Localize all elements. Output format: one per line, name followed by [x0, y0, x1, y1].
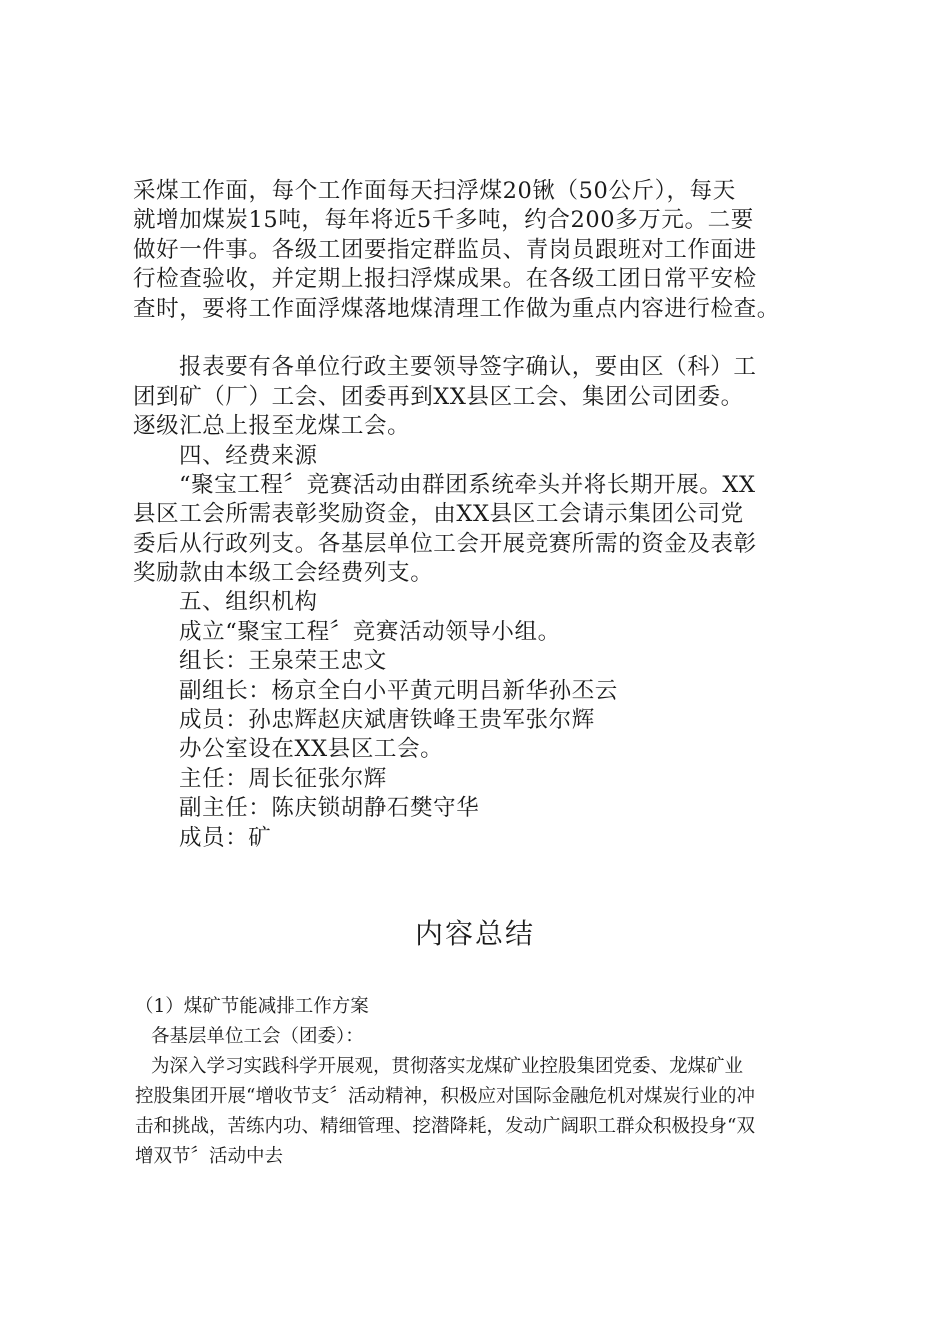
summary-section — [135, 992, 835, 1172]
paragraph-line: “聚宝工程〞竞赛活动由群团系统牵头并将长期开展。XX — [179, 471, 756, 498]
paragraph-line: 团到矿（厂）工会、团委再到XX县区工会、集团公司团委。 — [133, 383, 744, 410]
body-section — [133, 177, 833, 853]
org-line: 成立“聚宝工程〞竞赛活动领导小组。 — [179, 618, 561, 645]
paragraph-line: 做好一件事。各级工团要指定群监员、青岗员跟班对工作面进 — [133, 236, 757, 263]
org-line: 副主任：陈庆锁胡静石樊守华 — [179, 795, 480, 822]
paragraph-line: 采煤工作面，每个工作面每天扫浮煤20锹（50公斤），每天 — [133, 178, 736, 204]
paragraph-line: 奖励款由本级工会经费列支。 — [133, 560, 434, 587]
org-line: 成员：孙忠辉赵庆斌唐铁峰王贵军张尔辉 — [179, 707, 595, 734]
summary-item-title: （1）煤矿节能减排工作方案 — [135, 996, 369, 1017]
paragraph-line: 就增加煤炭15吨，每年将近5千多吨，约合200多万元。二要 — [133, 207, 754, 234]
org-line: 成员：矿 — [179, 824, 272, 851]
org-line: 副组长：杨京全白小平黄元明吕新华孙丕云 — [179, 677, 618, 704]
paragraph-line: 逐级汇总上报至龙煤工会。 — [133, 413, 411, 440]
org-line: 办公室设在XX县区工会。 — [179, 736, 444, 763]
summary-line: 增双节〞活动中去 — [135, 1146, 284, 1167]
section-heading-funding: 四、经费来源 — [179, 442, 318, 469]
paragraph-line: 行检查验收，并定期上报扫浮煤成果。在各级工团日常平安检 — [133, 266, 757, 293]
paragraph-line: 县区工会所需表彰奖励资金，由XX县区工会请示集团公司党 — [133, 501, 744, 528]
summary-salutation: 各基层单位工会（团委）： — [151, 1026, 364, 1047]
paragraph-line: 查时，要将工作面浮煤落地煤清理工作做为重点内容进行检查。 — [133, 295, 780, 322]
summary-title: 内容总结 — [414, 917, 535, 950]
summary-line: 为深入学习实践科学开展观，贯彻落实龙煤矿业控股集团党委、龙煤矿业 — [151, 1056, 744, 1077]
summary-line: 控股集团开展“增收节支〞活动精神，积极应对国际金融危机对煤炭行业的冲 — [135, 1086, 755, 1107]
summary-line: 击和挑战，苦练内功、精细管理、挖潜降耗，发动广阔职工群众积极投身“双 — [135, 1116, 755, 1137]
org-line: 组长：王泉荣王忠文 — [179, 648, 387, 675]
paragraph-line: 委后从行政列支。各基层单位工会开展竞赛所需的资金及表彰 — [133, 530, 757, 557]
paragraph-line: 报表要有各单位行政主要领导签字确认，要由区（科）工 — [179, 354, 757, 381]
org-line: 主任：周长征张尔辉 — [179, 765, 387, 792]
section-heading-organization: 五、组织机构 — [179, 589, 318, 616]
